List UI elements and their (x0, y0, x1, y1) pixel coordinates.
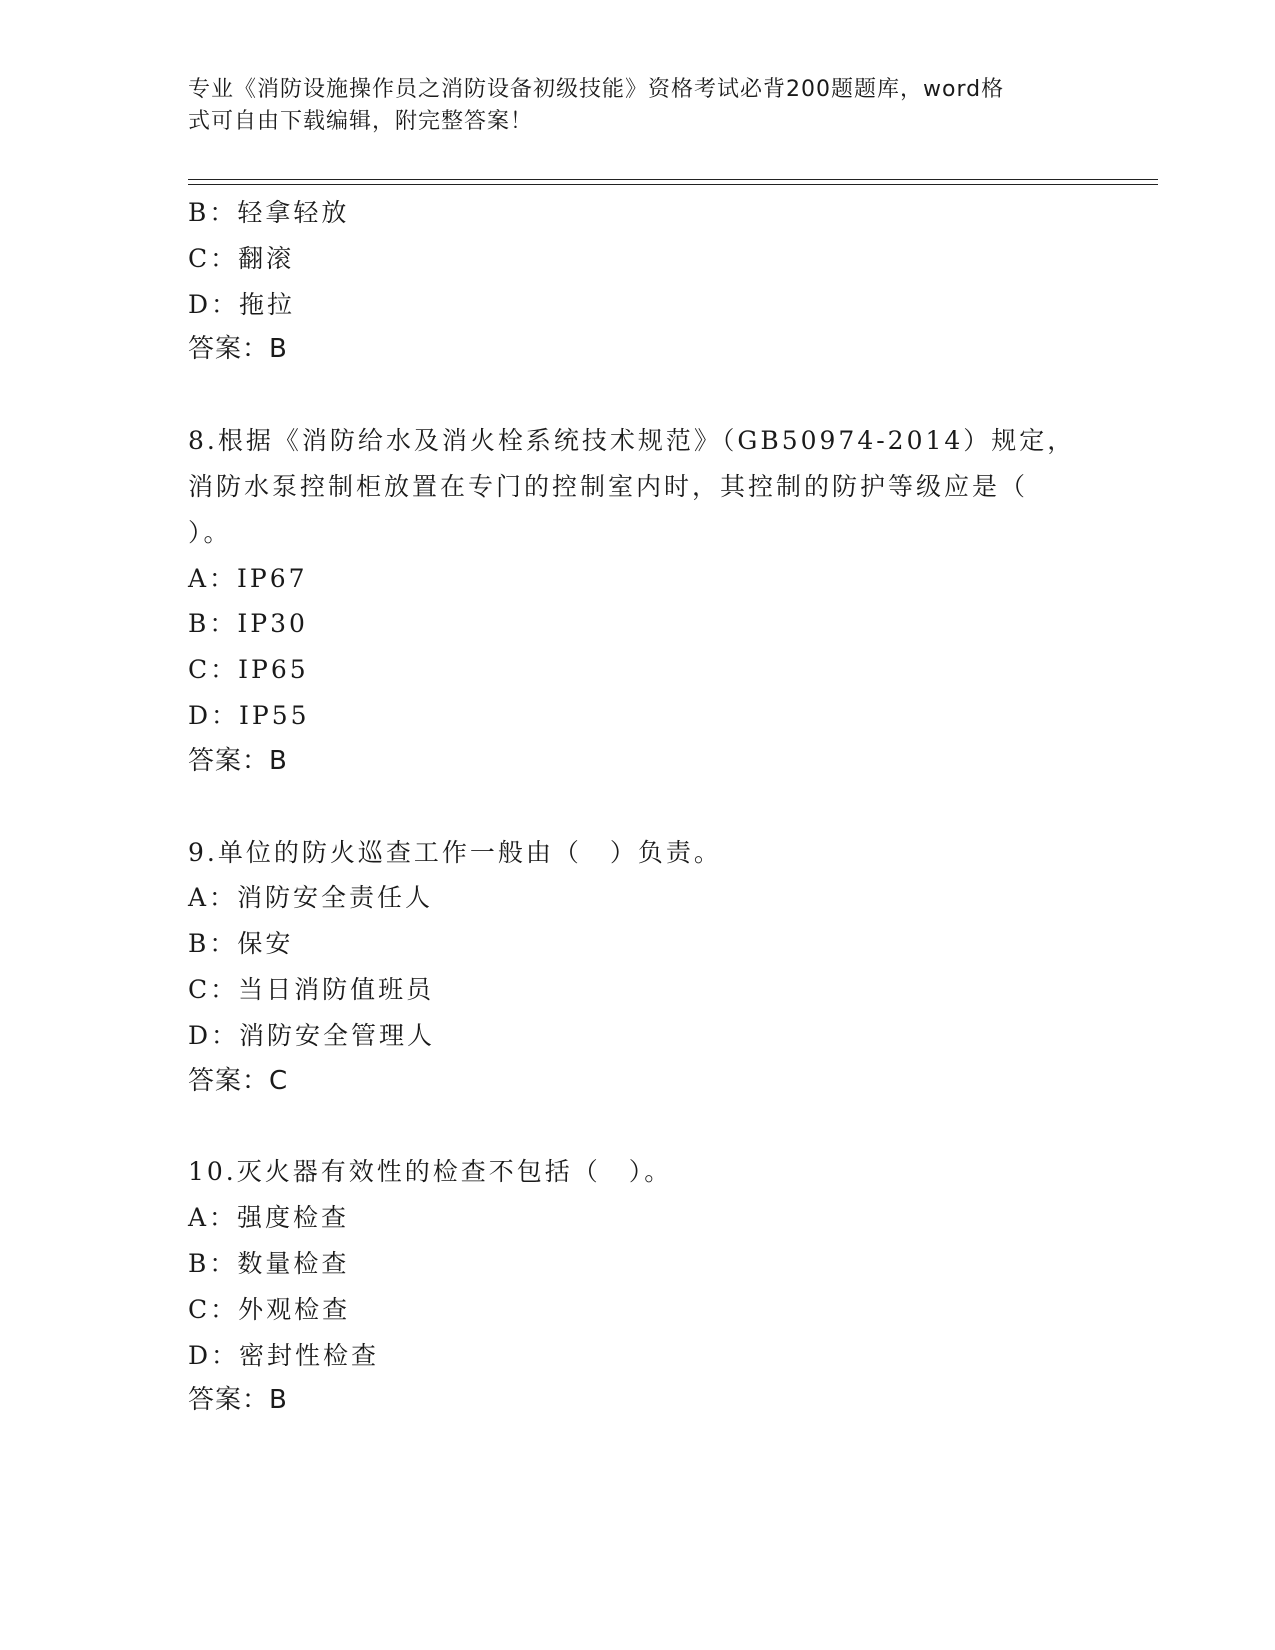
question-stem-line: ）。 (188, 517, 232, 547)
question-8 (188, 418, 1088, 784)
option-d: D：消防安全管理人 (188, 1020, 436, 1050)
question-9 (188, 830, 1088, 1105)
header-divider-top (188, 179, 1158, 180)
answer: 答案：B (188, 745, 288, 776)
option-a: A：强度检查 (188, 1203, 350, 1233)
answer: 答案：B (188, 334, 288, 365)
option-b: B：轻拿轻放 (188, 198, 350, 227)
answer: 答案：B (188, 1385, 288, 1416)
question-7-continued (188, 190, 1088, 373)
question-stem-line: 8.根据《消防给水及消火栓系统技术规范》（GB50974-2014）规定， (188, 426, 1076, 456)
question-stem-line: 10.灭火器有效性的检查不包括（ ）。 (188, 1157, 673, 1187)
option-b: B：数量检查 (188, 1248, 350, 1278)
answer: 答案：C (188, 1065, 289, 1096)
option-d: D：密封性检查 (188, 1340, 380, 1370)
option-c: C：当日消防值班员 (188, 974, 435, 1004)
header-line-2: 式可自由下载编辑，附完整答案！ (188, 109, 534, 134)
option-c: C：IP65 (188, 655, 309, 685)
question-stem-line: 消防水泵控制柜放置在专门的控制室内时，其控制的防护等级应是（ (188, 471, 1029, 501)
option-b: B：IP30 (188, 609, 308, 639)
option-c: C：外观检查 (188, 1294, 351, 1324)
option-a: A：消防安全责任人 (188, 883, 434, 913)
option-d: D：IP55 (188, 700, 310, 730)
question-stem-line: 9.单位的防火巡查工作一般由（ ）负责。 (188, 837, 722, 867)
question-10 (188, 1149, 1088, 1424)
option-a: A：IP67 (188, 563, 308, 593)
question-list (188, 190, 1088, 1424)
option-c: C：翻滚 (188, 243, 295, 273)
option-b: B：保安 (188, 929, 294, 959)
header-line-1: 专业《消防设施操作员之消防设备初级技能》资格考试必背200题题库，word格 (188, 77, 1005, 102)
document-header (188, 74, 1068, 138)
header-divider-bottom (188, 184, 1158, 185)
option-d: D：拖拉 (188, 289, 296, 319)
